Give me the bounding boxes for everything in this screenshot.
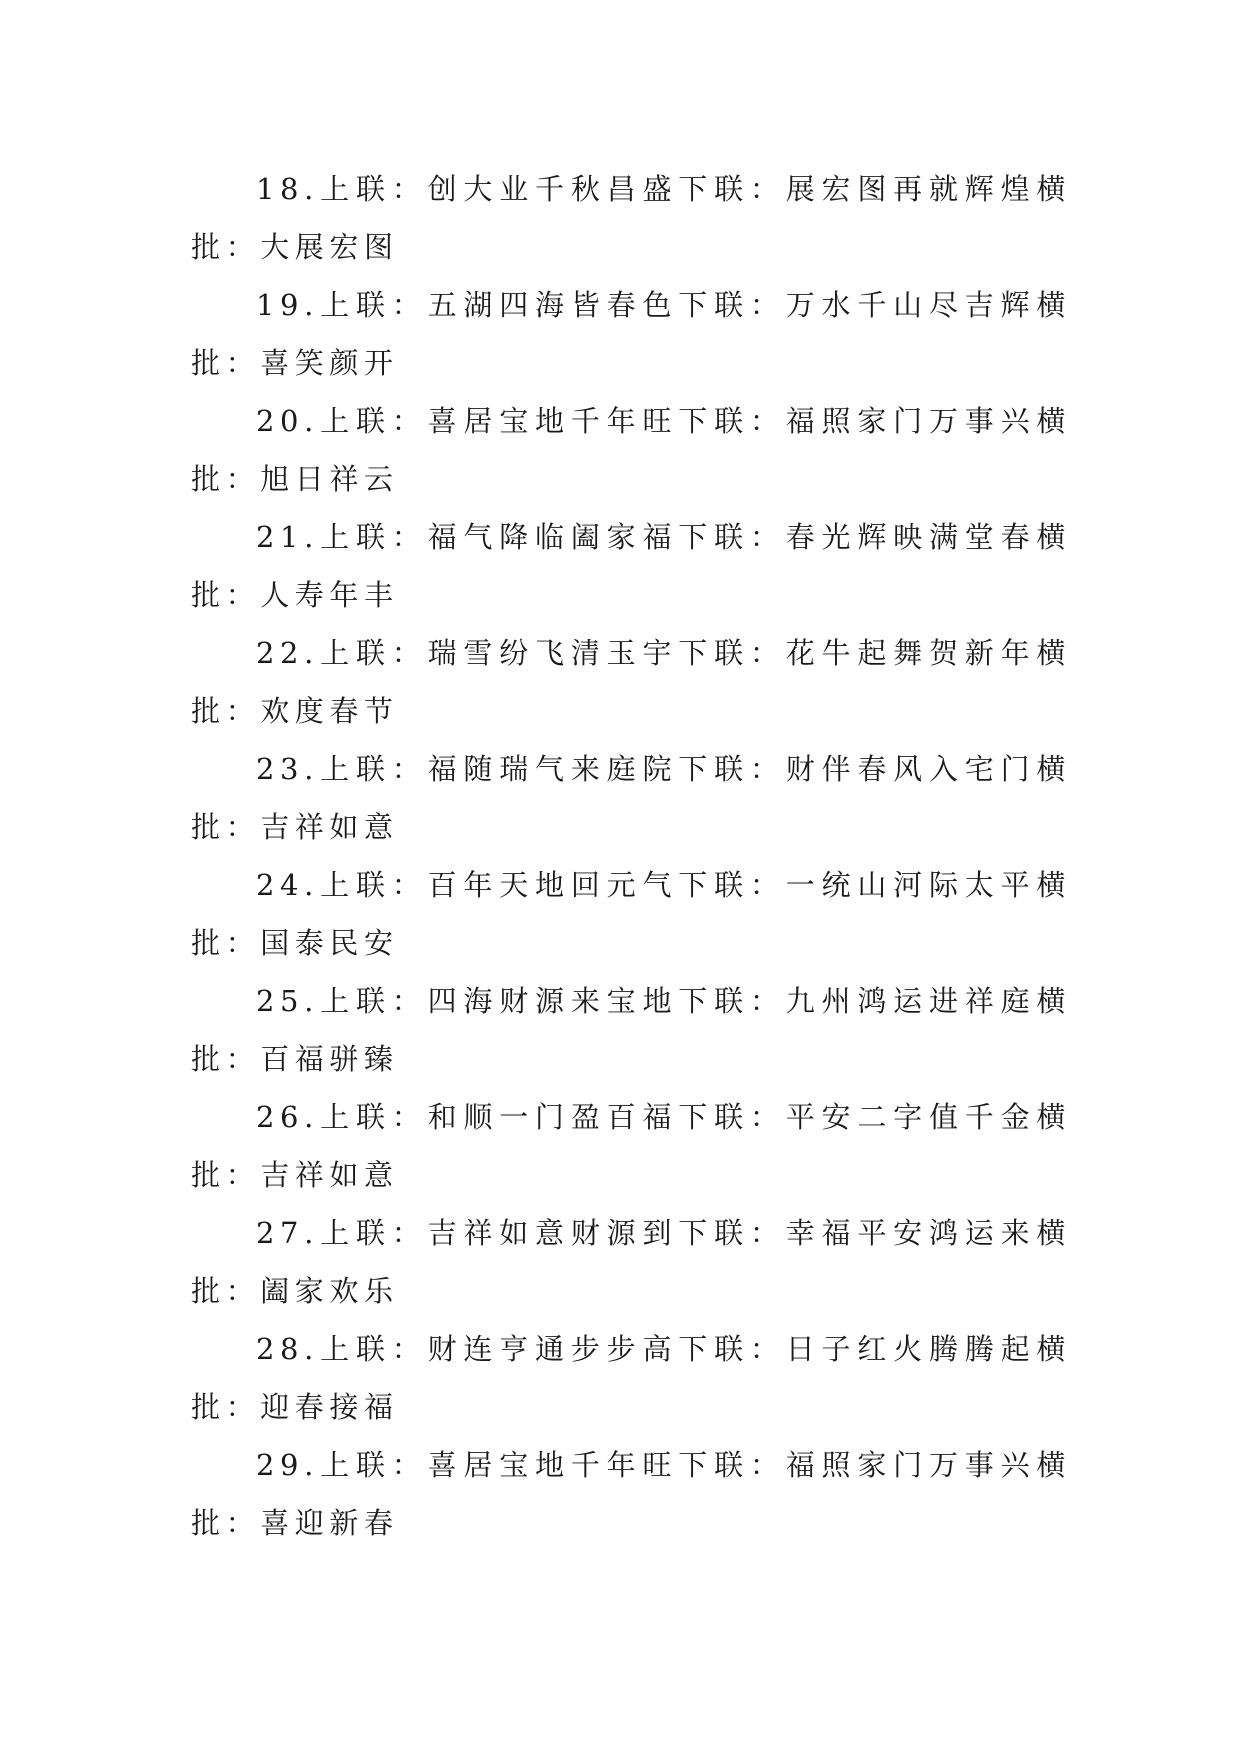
couplet-entry-18: 18.上联：创大业千秋昌盛下联：展宏图再就辉煌横批：大展宏图 bbox=[191, 172, 1071, 264]
couplet-entry-27: 27.上联：吉祥如意财源到下联：幸福平安鸿运来横批：阖家欢乐 bbox=[191, 1216, 1071, 1308]
couplet-entry-20: 20.上联：喜居宝地千年旺下联：福照家门万事兴横批：旭日祥云 bbox=[191, 404, 1071, 496]
couplet-entry-28: 28.上联：财连亨通步步高下联：日子红火腾腾起横批：迎春接福 bbox=[191, 1332, 1071, 1424]
couplet-entry-21: 21.上联：福气降临阖家福下联：春光辉映满堂春横批：人寿年丰 bbox=[191, 520, 1071, 612]
couplet-entry-26: 26.上联：和顺一门盈百福下联：平安二字值千金横批：吉祥如意 bbox=[191, 1100, 1071, 1192]
couplet-entry-23: 23.上联：福随瑞气来庭院下联：财伴春风入宅门横批：吉祥如意 bbox=[191, 752, 1071, 844]
couplet-entry-25: 25.上联：四海财源来宝地下联：九州鸿运进祥庭横批：百福骈臻 bbox=[191, 984, 1071, 1076]
couplet-entry-19: 19.上联：五湖四海皆春色下联：万水千山尽吉辉横批：喜笑颜开 bbox=[191, 288, 1071, 380]
couplet-entry-29: 29.上联：喜居宝地千年旺下联：福照家门万事兴横批：喜迎新春 bbox=[191, 1448, 1071, 1540]
couplet-entry-22: 22.上联：瑞雪纷飞清玉宇下联：花牛起舞贺新年横批：欢度春节 bbox=[191, 636, 1071, 728]
couplet-list bbox=[191, 160, 1071, 1552]
couplet-entry-24: 24.上联：百年天地回元气下联：一统山河际太平横批：国泰民安 bbox=[191, 868, 1071, 960]
